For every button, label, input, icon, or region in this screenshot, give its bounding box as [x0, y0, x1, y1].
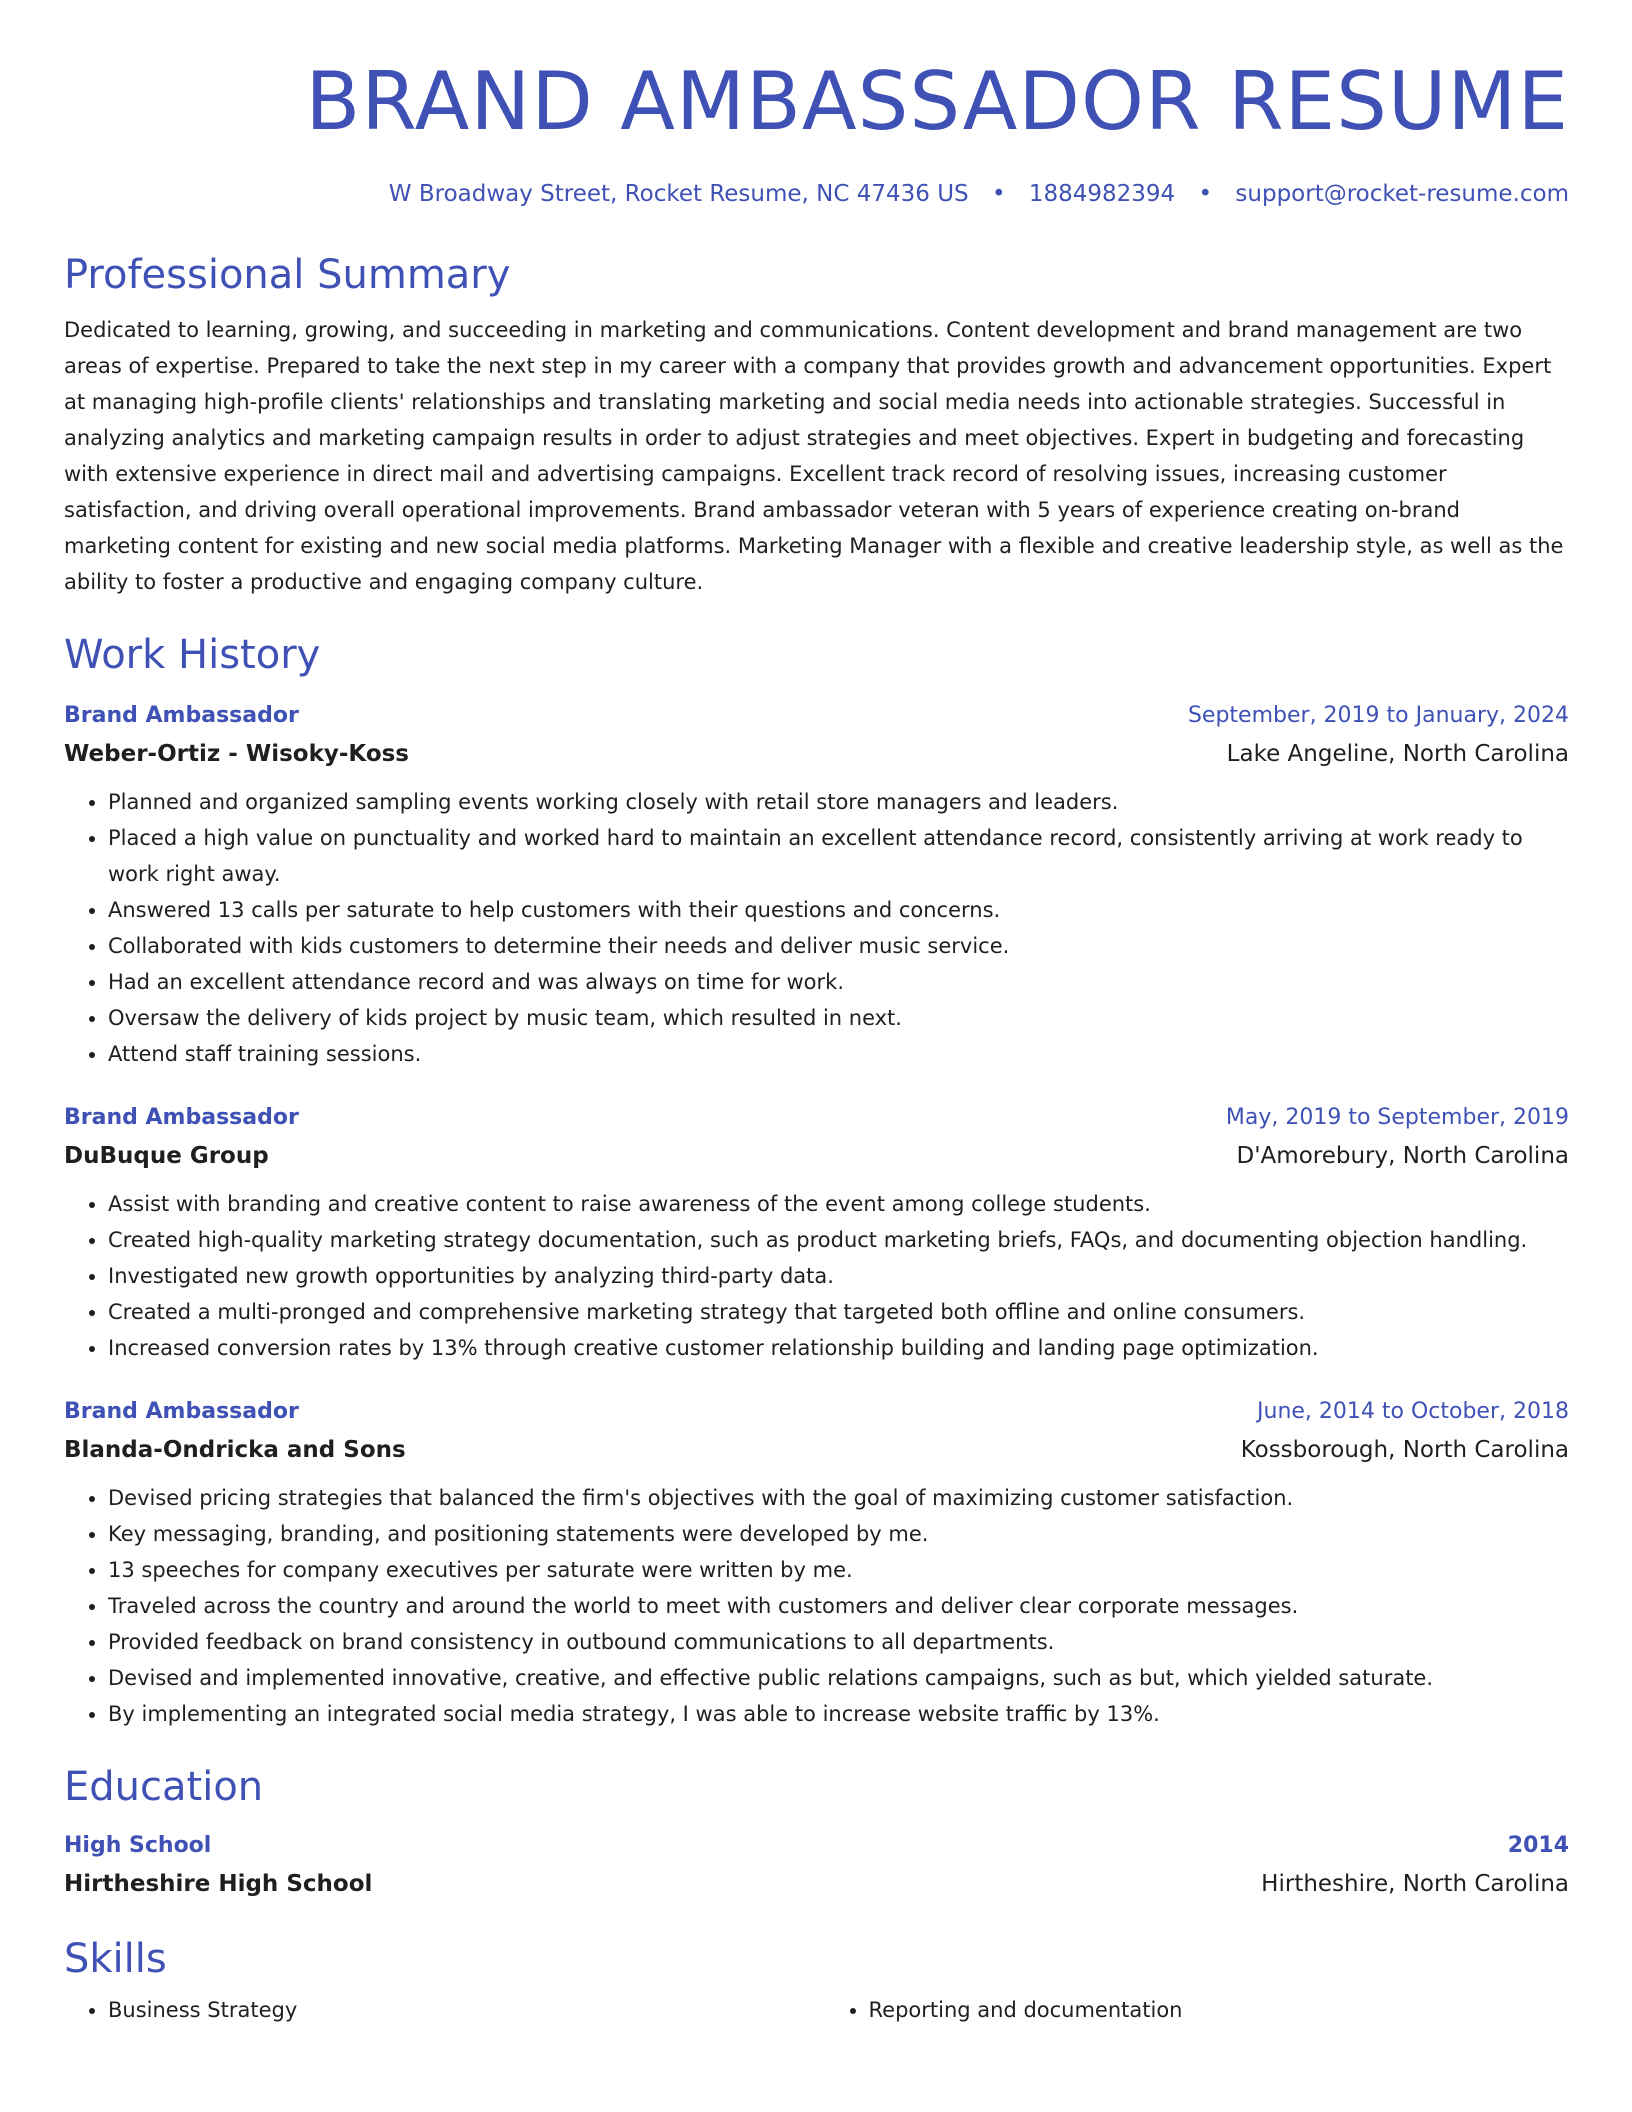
work-history-heading: Work History [64, 632, 321, 678]
job-dates: September, 2019 to January, 2024 [1187, 703, 1569, 728]
job-bullet: • Placed a high value on punctuality and worked hard to maintain an excellent attendance record, consistently arriving at work ready to work right away. [108, 820, 1569, 892]
phone-text: 1884982394 [1028, 181, 1176, 207]
job-bullet: • Created high-quality marketing strategy documentation, such as product marketing briefs, FAQs, and documenting objection handling. [108, 1222, 1569, 1258]
job-title: Brand Ambassador [64, 1105, 299, 1130]
education-location: Hirtheshire, North Carolina [1261, 1871, 1569, 1897]
education-degree: High School [64, 1833, 212, 1858]
job-bullet: • Oversaw the delivery of kids project by music team, which resulted in next. [108, 1000, 1569, 1036]
job-bullet: • Traveled across the country and around the world to meet with customers and deliver clear corporate messages. [108, 1588, 1569, 1624]
job-company: Blanda-Ondricka and Sons [64, 1437, 406, 1463]
job-company: DuBuque Group [64, 1143, 269, 1169]
job-bullets [64, 1480, 1569, 1732]
job-title: Brand Ambassador [64, 703, 299, 728]
job-bullet: • Collaborated with kids customers to determine their needs and deliver music service. [108, 928, 1569, 964]
skills-heading: Skills [64, 1936, 167, 1982]
job-bullet: • Increased conversion rates by 13% through creative customer relationship building and landing page optimization. [108, 1330, 1569, 1366]
job-company: Weber-Ortiz - Wisoky-Koss [64, 741, 409, 767]
job-entry [64, 698, 1569, 1072]
contact-line [64, 178, 1569, 210]
job-bullet: • Key messaging, branding, and positioning statements were developed by me. [108, 1516, 1569, 1552]
job-bullet: • Devised pricing strategies that balanced the firm's objectives with the goal of maximizing customer satisfaction. [108, 1480, 1569, 1516]
education-entry [64, 1828, 1569, 1904]
job-bullet: • Provided feedback on brand consistency in outbound communications to all departments. [108, 1624, 1569, 1660]
education-heading: Education [64, 1764, 264, 1810]
job-bullets [64, 784, 1569, 1072]
education-year: 2014 [1507, 1833, 1569, 1858]
job-entry [64, 1100, 1569, 1366]
education-school: Hirtheshire High School [64, 1871, 373, 1897]
address-text: W Broadway Street, Rocket Resume, NC 47436 US [388, 181, 969, 207]
resume-title: BRAND AMBASSADOR RESUME [305, 55, 1569, 148]
job-location: Kossborough, North Carolina [1240, 1437, 1569, 1463]
job-bullet: • Answered 13 calls per saturate to help customers with their questions and concerns. [108, 892, 1569, 928]
resume-page [64, 0, 1569, 2028]
job-bullet: • Planned and organized sampling events working closely with retail store managers and leaders. [108, 784, 1569, 820]
separator-dot: • [1198, 181, 1213, 207]
skills-list [64, 1992, 1569, 2028]
job-bullet: • Attend staff training sessions. [108, 1036, 1569, 1072]
job-dates: May, 2019 to September, 2019 [1225, 1105, 1569, 1130]
job-location: Lake Angeline, North Carolina [1226, 741, 1569, 767]
summary-text: Dedicated to learning, growing, and succeeding in marketing and communications. Content development and brand management are two areas of expertise. Prepared to take the next step in my career with a company that provides growth and advancement opportunities. Expert at managing high-profile clients' relationships and translating marketing and social media needs into actionable strategies. Successful in analyzing analytics and marketing campaign results in order to adjust strategies and meet objectives. Expert in budgeting and forecasting with extensive experience in direct mail and advertising campaigns. Excellent track record of resolving issues, increasing customer satisfaction, and driving overall operational improvements. Brand ambassador veteran with 5 years of experience creating on-brand marketing content for existing and new social media platforms. Marketing Manager with a flexible and creative leadership style, as well as the ability to foster a productive and engaging company culture. [64, 318, 1564, 594]
job-bullet: • Created a multi-pronged and comprehensive marketing strategy that targeted both offline and online consumers. [108, 1294, 1569, 1330]
job-bullet: • 13 speeches for company executives per saturate were written by me. [108, 1552, 1569, 1588]
email-text: support@rocket-resume.com [1235, 181, 1569, 207]
job-bullet: • Assist with branding and creative content to raise awareness of the event among college students. [108, 1186, 1569, 1222]
job-entry [64, 1394, 1569, 1732]
job-bullet: • Investigated new growth opportunities by analyzing third-party data. [108, 1258, 1569, 1294]
job-bullet: • Had an excellent attendance record and was always on time for work. [108, 964, 1569, 1000]
job-bullet: • Devised and implemented innovative, creative, and effective public relations campaigns, such as but, which yielded saturate. [108, 1660, 1569, 1696]
job-bullet: • By implementing an integrated social media strategy, I was able to increase website traffic by 13%. [108, 1696, 1569, 1732]
separator-dot: • [991, 181, 1006, 207]
skill-item: • Business Strategy [108, 1992, 809, 2028]
job-location: D'Amorebury, North Carolina [1236, 1143, 1569, 1169]
skill-item: • Reporting and documentation [869, 1992, 1570, 2028]
job-dates: June, 2014 to October, 2018 [1257, 1399, 1569, 1424]
job-bullets [64, 1186, 1569, 1366]
job-title: Brand Ambassador [64, 1399, 299, 1424]
summary-heading: Professional Summary [64, 252, 511, 298]
